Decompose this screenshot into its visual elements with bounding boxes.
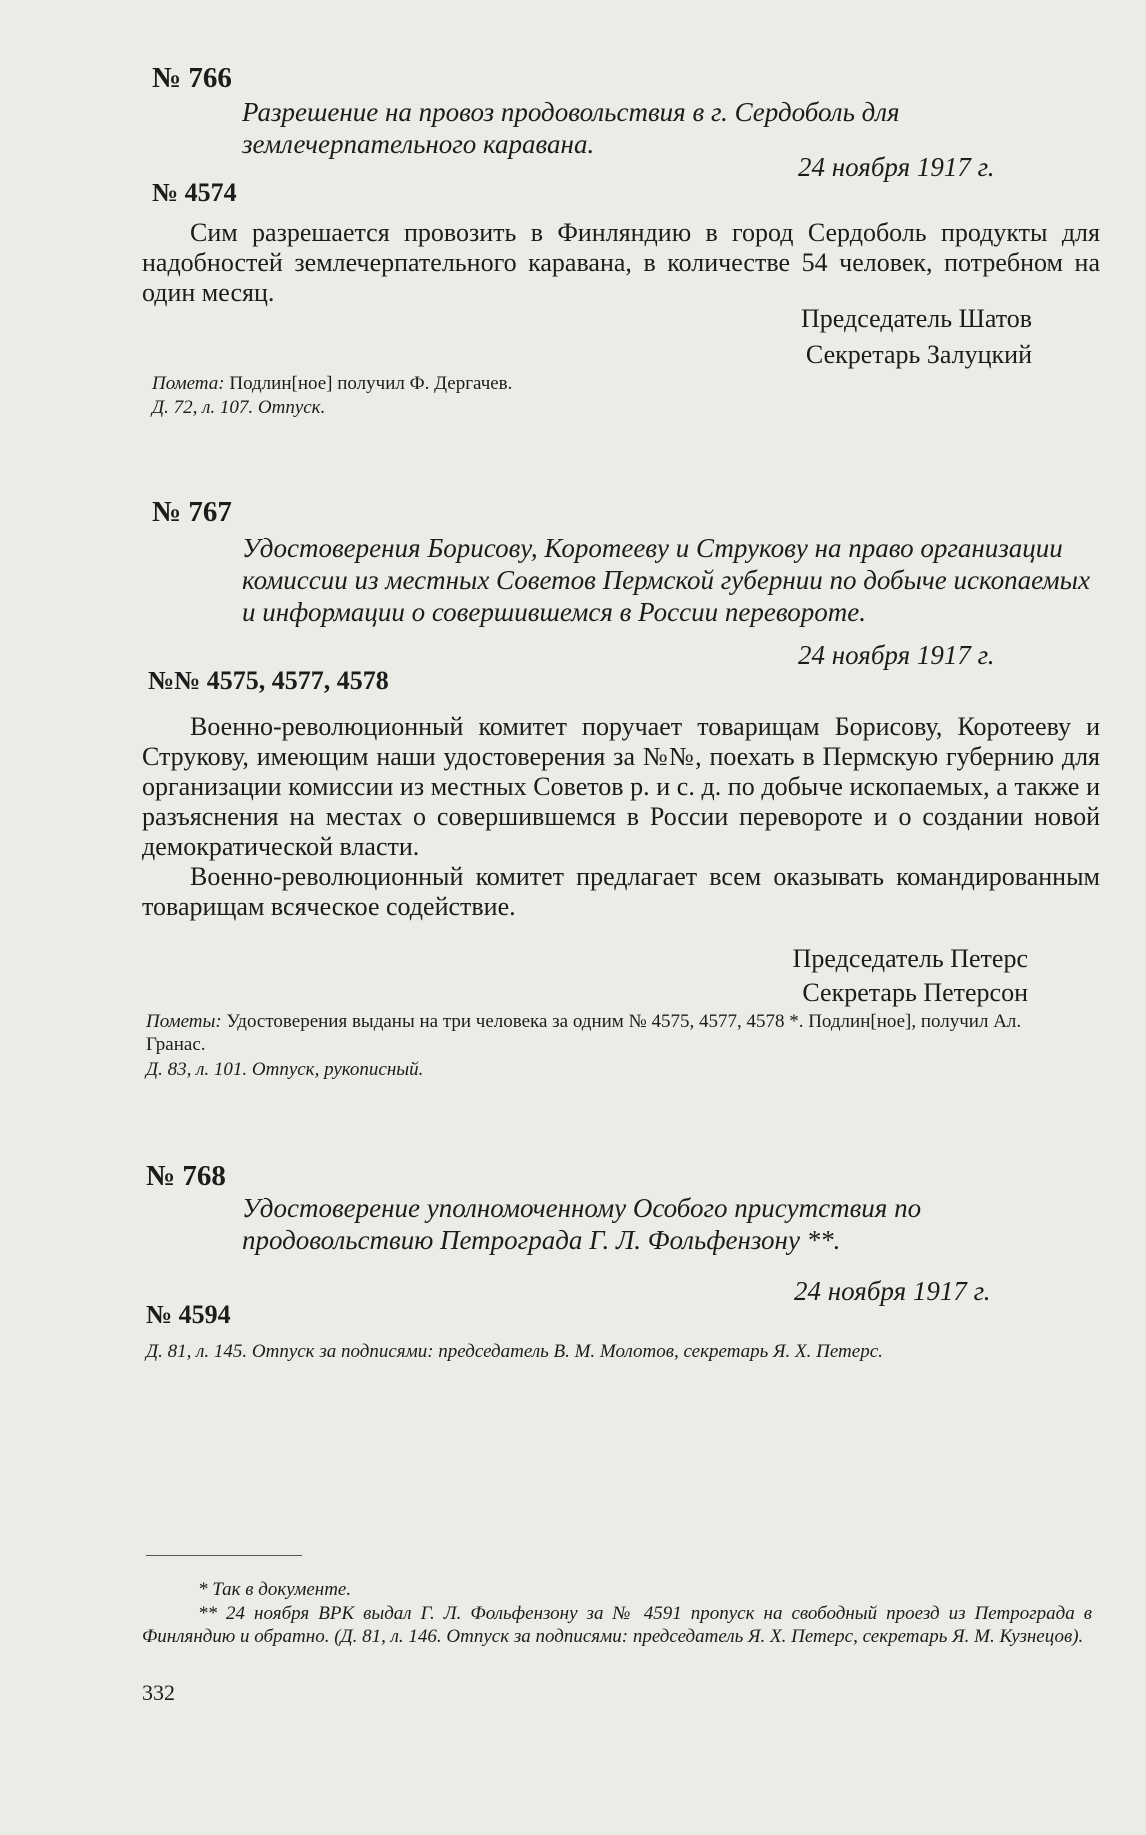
doc-767-signature-chairman: Председатель Петерс [792,944,1028,973]
footnote-divider [146,1555,302,1556]
doc-768-title: Удостоверение уполномоченному Особого присутствия по продовольствию Петрограда Г. Л. Фольфензону **. [242,1193,922,1255]
doc-767-date: 24 ноября 1917 г. [798,640,995,670]
doc-767-note [146,1010,1022,1056]
doc-766-number: № 766 [152,62,232,94]
page-number: 332 [142,1680,175,1705]
doc-768-date: 24 ноября 1917 г. [794,1276,991,1306]
doc-766-date: 24 ноября 1917 г. [798,152,995,182]
doc-767-paragraph-2: Военно-революционный комитет предлагает всем оказывать командированным товарищам всяческое содействие. [142,862,1100,921]
doc-766-note [152,372,512,395]
footnote-1: * Так в документе. [198,1579,352,1600]
doc-766-title: Разрешение на провоз продовольствия в г. Сердоболь для землечерпательного каравана. [242,97,900,159]
doc-766-source: Д. 72, л. 107. Отпуск. [152,397,326,418]
doc-767-title: Удостоверения Борисову, Коротееву и Струкову на право организации комиссии из местных Советов Пермской губернии по добыче ископаемых и информации о совершившемся в России перевороте. [242,533,1090,627]
doc-768-source: Д. 81, л. 145. Отпуск за подписями: председатель В. М. Молотов, секретарь Я. Х. Петерс. [146,1341,883,1362]
doc-768-number: № 768 [146,1160,226,1192]
doc-767-paragraph-1: Военно-революционный комитет поручает товарищам Борисову, Коротееву и Струкову, имеющим наши удостоверения за №№, поехать в Пермскую губернию для организации комиссии из местных Советов р. и с. д. по добыче ископаемых, а также и разъяснения на местах о совершившемся в России перевороте и о создании новой демократической власти. [142,712,1100,861]
doc-767-body [142,712,1100,922]
doc-767-signature-secretary: Секретарь Петерсон [802,978,1028,1007]
doc-766-signature-secretary: Секретарь Залуцкий [805,340,1032,369]
doc-767-reg-numbers: №№ 4575, 4577, 4578 [148,666,389,695]
doc-766-signature-chairman: Председатель Шатов [801,304,1032,333]
doc-766-reg-number: № 4574 [152,178,237,207]
doc-766-note-label: Помета: [152,373,225,394]
doc-766-paragraph: Сим разрешается провозить в Финляндию в город Сердоболь продукты для надобностей землечерпательного каравана, в количестве 54 человек, потребном на один месяц. [142,218,1100,307]
footnote-2: ** 24 ноября ВРК выдал Г. Л. Фольфензону за № 4591 пропуск на свободный проезд из Петрограда в Финляндию и обратно. (Д. 81, л. 146. Отпуск за подписями: председатель Я. Х. Петерс, секретарь Я. М. Кузнецов). [142,1603,1092,1647]
doc-766-note-text: Подлин[ное] получил Ф. Дергачев. [224,373,513,394]
doc-767-note-text: Удостоверения выданы на три человека за одним № 4575, 4577, 4578 *. Подлин[ное], получил Ал. Гранас. [146,1011,1022,1055]
doc-766-body [142,218,1100,308]
doc-767-number: № 767 [152,496,232,528]
doc-767-source: Д. 83, л. 101. Отпуск, рукописный. [146,1059,424,1080]
doc-768-reg-number: № 4594 [146,1300,231,1329]
doc-767-note-label: Пометы: [146,1011,222,1032]
